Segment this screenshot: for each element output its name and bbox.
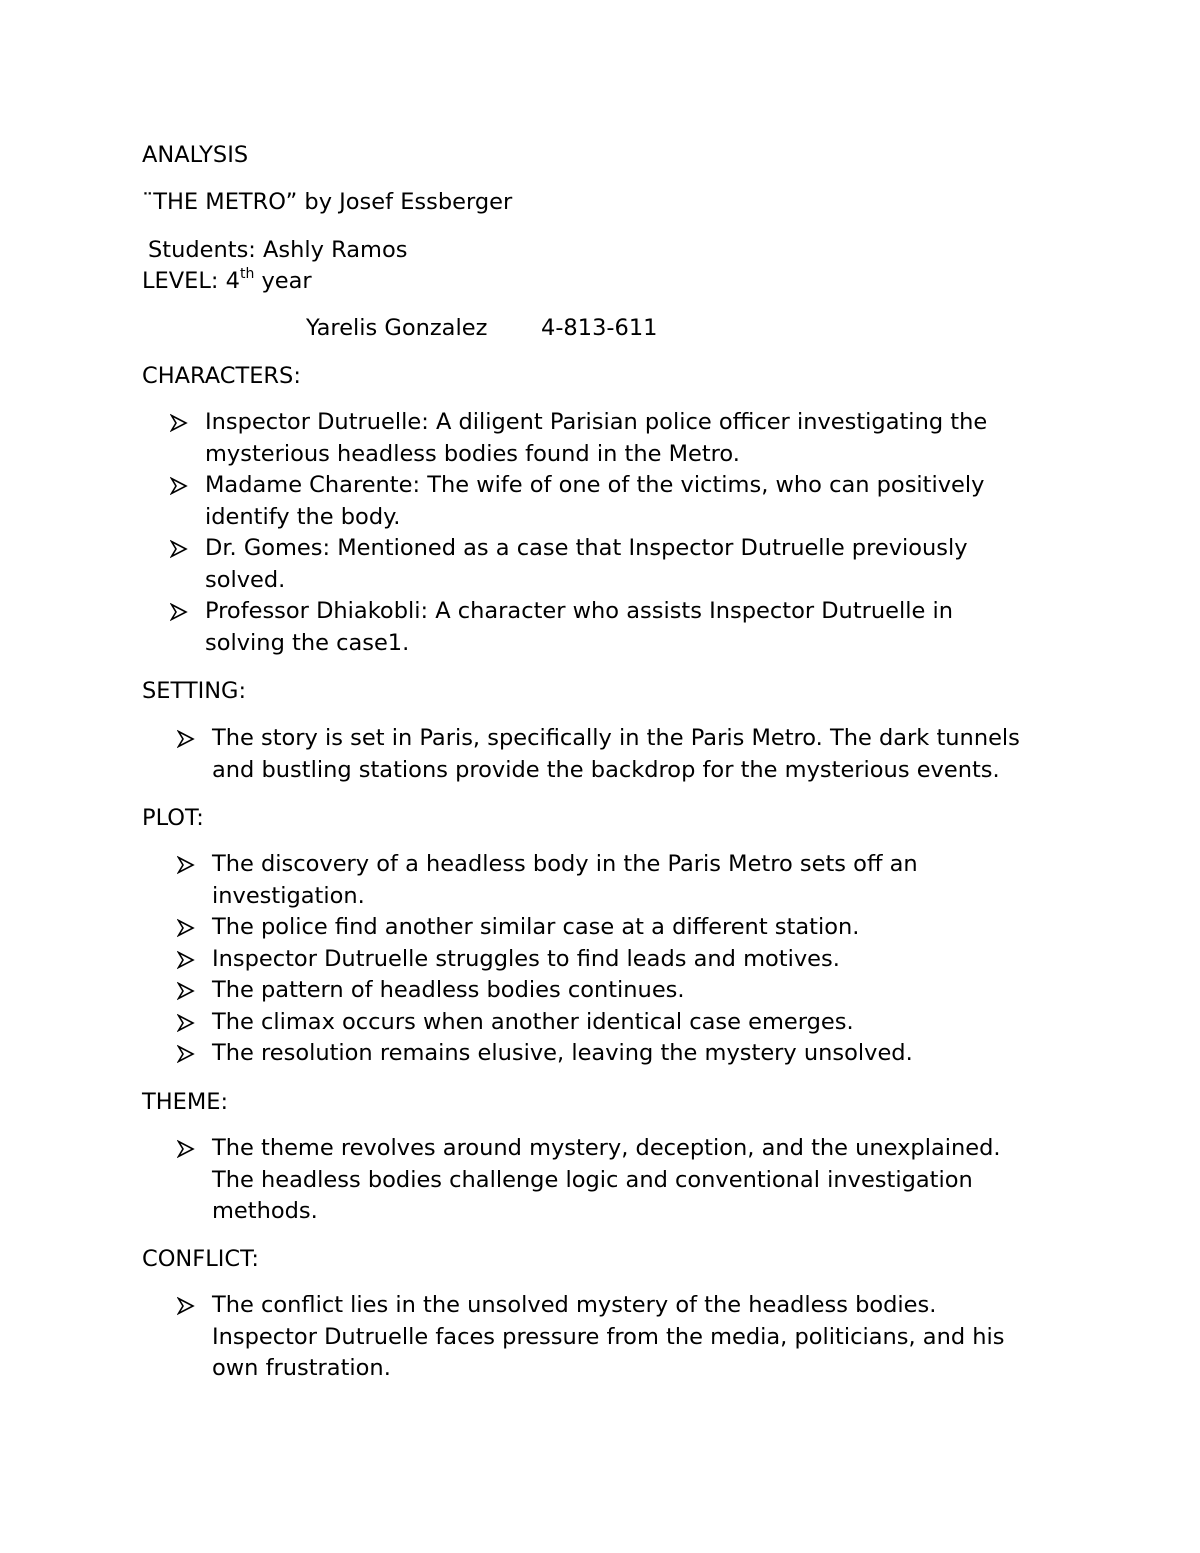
document-subtitle: ¨THE METRO” by Josef Essberger	[142, 189, 513, 215]
arrow-bullet-icon	[170, 539, 188, 559]
characters-list-item-text: solved.	[205, 566, 286, 593]
arrow-bullet-icon	[177, 1296, 195, 1316]
setting-list-item-text: The story is set in Paris, specifically in the Paris Metro. The dark tunnels	[212, 725, 1020, 751]
theme-list-item-text: The theme revolves around mystery, deception, and the unexplained.	[212, 1135, 1001, 1161]
plot-list-item-text: The discovery of a headless body in the Paris Metro sets off an	[212, 851, 918, 877]
characters-heading: CHARACTERS:	[142, 363, 301, 389]
theme-list-item-text: methods.	[212, 1198, 318, 1224]
theme-list-item-text: The headless bodies challenge logic and conventional investigation	[212, 1166, 973, 1193]
document-title: ANALYSIS	[142, 142, 249, 168]
level-prefix: LEVEL: 4	[142, 268, 240, 294]
characters-list-item-text: mysterious headless bodies found in the Metro.	[205, 440, 740, 467]
characters-list-item-text: identify the body.	[205, 503, 401, 530]
arrow-bullet-icon	[170, 602, 188, 622]
plot-list-item-text: The climax occurs when another identical case emerges.	[212, 1008, 854, 1035]
level-line	[142, 266, 312, 297]
arrow-bullet-icon	[177, 981, 195, 1001]
characters-list-item-text: Dr. Gomes: Mentioned as a case that Inspector Dutruelle previously	[205, 535, 968, 561]
characters-list-item-text: solving the case1.	[205, 629, 410, 656]
plot-heading: PLOT:	[142, 805, 204, 831]
conflict-list-item-text: Inspector Dutruelle faces pressure from the media, politicians, and his	[212, 1323, 1005, 1350]
plot-list-item-text: investigation.	[212, 882, 365, 909]
characters-list-item-text: Madame Charente: The wife of one of the victims, who can positively	[205, 472, 985, 498]
arrow-bullet-icon	[170, 476, 188, 496]
conflict-list-item-text: own frustration.	[212, 1355, 391, 1381]
plot-list-item-text: The pattern of headless bodies continues.	[212, 977, 685, 1003]
conflict-heading: CONFLICT:	[142, 1246, 259, 1272]
plot-list-item-text: The police find another similar case at a different station.	[212, 914, 860, 940]
characters-list-item-text: Inspector Dutruelle: A diligent Parisian police officer investigating the	[205, 409, 988, 435]
arrow-bullet-icon	[177, 729, 195, 749]
arrow-bullet-icon	[177, 1044, 195, 1064]
level-suffix: year	[254, 268, 312, 294]
plot-list-item-text: The resolution remains elusive, leaving the mystery unsolved.	[212, 1040, 913, 1066]
arrow-bullet-icon	[177, 1139, 195, 1159]
setting-list-item-text: and bustling stations provide the backdrop for the mysterious events.	[212, 756, 1000, 783]
arrow-bullet-icon	[177, 1013, 195, 1033]
arrow-bullet-icon	[177, 950, 195, 970]
student2-id: 4-813-611	[541, 315, 658, 341]
theme-heading: THEME:	[142, 1089, 229, 1115]
conflict-list-item-text: The conflict lies in the unsolved mystery of the headless bodies.	[212, 1292, 937, 1318]
arrow-bullet-icon	[177, 855, 195, 875]
student2-name: Yarelis Gonzalez	[306, 315, 488, 341]
characters-list-item-text: Professor Dhiakobli: A character who assists Inspector Dutruelle in	[205, 598, 954, 624]
level-superscript: th	[239, 266, 255, 282]
setting-heading: SETTING:	[142, 678, 247, 704]
arrow-bullet-icon	[177, 918, 195, 938]
arrow-bullet-icon	[170, 413, 188, 433]
plot-list-item-text: Inspector Dutruelle struggles to find leads and motives.	[212, 945, 840, 972]
students-line: Students: Ashly Ramos	[148, 237, 408, 263]
